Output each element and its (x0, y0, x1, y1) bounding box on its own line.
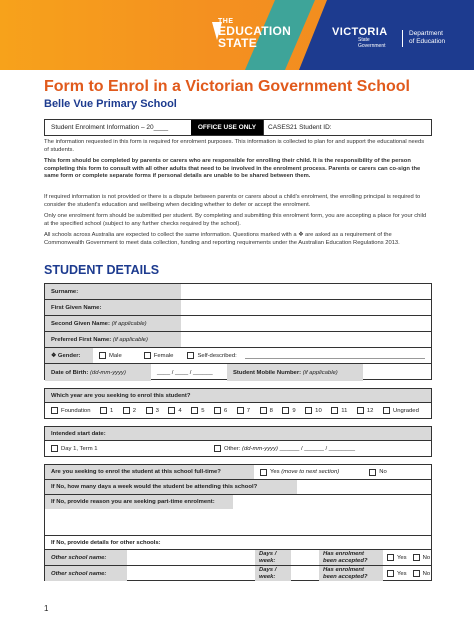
dob-label-cell (45, 364, 151, 381)
year-4-checkbox[interactable] (168, 407, 175, 414)
surname-label: Surname: (45, 284, 181, 299)
gender-male-label: Male (109, 352, 122, 359)
accepted-no-checkbox-1[interactable] (413, 554, 420, 561)
second-given-input[interactable] (181, 316, 431, 331)
gender-female-checkbox[interactable] (144, 352, 151, 359)
days-week-label-2-a: Days / (259, 567, 277, 574)
second-given-label-cell (45, 316, 181, 331)
mobile-label-cell (227, 364, 363, 381)
accepted-options-2 (383, 570, 430, 577)
accepted-label-2 (319, 566, 383, 581)
enrolment-info-bar (44, 119, 432, 136)
days-week-label-1-a: Days / (259, 551, 277, 558)
start-date-row (45, 427, 431, 441)
accepted-options-1 (383, 554, 430, 561)
intro-paragraph-5: All schools across Australia are expected to collect the same information. Questions marked with a ❖ are asked as a requirement of the Commonwealth Government to meet data collection, funding and reporting requirements under the Australian Education Regulations 2013. (44, 232, 400, 246)
accepted-yes-option-1[interactable] (387, 554, 407, 561)
year-question: Which year are you seeking to enrol this student? (51, 392, 191, 399)
dob-row (45, 364, 431, 381)
year-option-foundation[interactable] (51, 407, 90, 414)
department-label (402, 30, 445, 47)
year-7-label: 7 (246, 407, 251, 414)
gender-female-label: Female (153, 352, 174, 359)
other-school-name-input-2[interactable] (127, 566, 255, 581)
first-given-row (45, 300, 431, 316)
gender-self-option[interactable] (187, 352, 236, 359)
start-date-label: Intended start date: (51, 430, 106, 437)
part-time-reason-question: If No, provide reason you are seeking part-time enrolment: (45, 495, 233, 509)
start-day1-checkbox[interactable] (51, 445, 58, 452)
year-8-label: 8 (269, 407, 273, 414)
year-option-9[interactable] (282, 407, 295, 414)
edu-logo-line-2: EDUCATION (218, 24, 292, 38)
accepted-yes-label-1: Yes (397, 554, 407, 561)
year-1-checkbox[interactable] (100, 407, 107, 414)
year-11-checkbox[interactable] (331, 407, 338, 414)
year-option-7[interactable] (237, 407, 250, 414)
year-option-10[interactable] (305, 407, 322, 414)
gender-self-label: Self-described: (197, 352, 237, 359)
mobile-note: (if applicable) (302, 369, 338, 376)
year-1-label: 1 (110, 407, 114, 414)
year-option-12[interactable] (357, 407, 374, 414)
start-other-label: Other: (224, 445, 241, 452)
days-week-label-2-b: week: (259, 573, 276, 580)
accepted-no-label-2: No (422, 570, 431, 577)
gender-label: ❖ Gender: (45, 348, 93, 363)
year-2-label: 2 (132, 407, 137, 414)
mobile-label: Student Mobile Number: (233, 369, 302, 376)
year-2-checkbox[interactable] (123, 407, 130, 414)
first-given-label: First Given Name: (45, 300, 181, 315)
year-6-checkbox[interactable] (214, 407, 221, 414)
accepted-label-1-a: Has enrolment (323, 551, 364, 558)
victoria-logo-sub-2: Government (358, 42, 386, 49)
preferred-label: Preferred First Name: (51, 336, 112, 343)
year-option-2[interactable] (123, 407, 136, 414)
preferred-row (45, 332, 431, 348)
gender-male-option[interactable] (99, 352, 122, 359)
year-7-checkbox[interactable] (237, 407, 244, 414)
gender-row (45, 348, 431, 364)
other-schools-header: If No, provide details for other schools: (51, 539, 161, 546)
page-header (0, 0, 474, 70)
form-title: Form to Enrol in a Victorian Government School (44, 78, 410, 95)
full-time-yes-label: Yes (270, 469, 280, 475)
full-time-row (45, 465, 431, 480)
other-school-name-input-1[interactable] (127, 550, 255, 565)
accepted-label-2-a: Has enrolment (323, 567, 364, 574)
year-ungraded-label: Ungraded (392, 407, 419, 414)
full-time-box (44, 464, 432, 538)
edu-logo-line-1: THE (218, 18, 234, 25)
gender-self-checkbox[interactable] (187, 352, 194, 359)
victoria-logo-text: VICTORIA (332, 26, 388, 38)
year-option-11[interactable] (331, 407, 347, 414)
year-foundation-checkbox[interactable] (51, 407, 58, 414)
start-date-options (45, 441, 431, 456)
dob-input[interactable]: ____ / ____ / ______ (157, 369, 213, 376)
department-line-2: of Education (409, 38, 446, 46)
education-state-logo (218, 18, 291, 49)
days-week-input-2[interactable] (291, 566, 319, 581)
page-number: 1 (44, 604, 49, 613)
year-question-row (45, 389, 431, 403)
year-option-6[interactable] (214, 407, 227, 414)
second-given-row (45, 316, 431, 332)
year-option-4[interactable] (168, 407, 181, 414)
start-day1-option[interactable] (51, 445, 206, 452)
days-week-label-1-b: week: (259, 557, 276, 564)
accepted-label-2-b: been accepted? (323, 573, 368, 580)
accepted-label-1-b: been accepted? (323, 557, 368, 564)
preferred-input[interactable] (181, 332, 431, 347)
accepted-no-option-2[interactable] (413, 570, 431, 577)
cases21-student-id-field[interactable]: CASES21 Student ID: (263, 120, 431, 135)
gender-options (93, 352, 425, 359)
year-9-label: 9 (292, 407, 296, 414)
part-time-reason-input[interactable] (45, 509, 431, 537)
dob-label: Date of Birth: (51, 369, 89, 376)
days-week-label-1 (255, 550, 291, 565)
year-option-3[interactable] (146, 407, 159, 414)
department-line-1: Department (409, 30, 443, 37)
start-other-note: (dd-mm-yyyy) (242, 445, 279, 452)
other-school-row-1 (45, 550, 431, 566)
full-time-question: Are you seeking to enrol the student at this school full-time? (45, 465, 254, 479)
full-time-yes-checkbox[interactable] (260, 469, 267, 476)
accepted-yes-checkbox-2[interactable] (387, 570, 394, 577)
year-10-checkbox[interactable] (305, 407, 312, 414)
days-per-week-question: If No, how many days a week would the student be attending this school? (45, 480, 297, 494)
days-per-week-row (45, 480, 431, 495)
other-school-row-2 (45, 566, 431, 581)
edu-logo-line-3: STATE (218, 36, 258, 50)
year-level-box (44, 388, 432, 419)
start-day1-label: Day 1, Term 1 (61, 445, 98, 452)
days-week-label-2 (255, 566, 291, 581)
year-option-8[interactable] (260, 407, 273, 414)
start-other-checkbox[interactable] (214, 445, 221, 452)
intro-paragraph-1: The information requested in this form is required for enrolment purposes. This information is collected to plan for and support the educational needs of students. (44, 139, 425, 153)
other-schools-box (44, 535, 432, 581)
full-time-options (254, 469, 395, 476)
intro-paragraph-3: If required information is not provided or there is a dispute between parents or carers about a child's enrolment, the enrolling principal is required to consider the student's education and wellbeing when deciding whether to defer or accept the enrolment. (44, 194, 421, 208)
office-use-only-label: OFFICE USE ONLY (191, 120, 263, 135)
second-given-label: Second Given Name: (51, 320, 110, 327)
accepted-no-option-1[interactable] (413, 554, 431, 561)
start-other-input[interactable]: ______ / ______ / ________ (279, 445, 355, 452)
second-given-note: (if applicable) (111, 320, 147, 327)
accepted-label-1 (319, 550, 383, 565)
year-6-label: 6 (223, 407, 228, 414)
gender-female-option[interactable] (144, 352, 174, 359)
surname-row (45, 284, 431, 300)
dob-note: (dd-mm-yyyy) (89, 369, 126, 376)
victoria-logo-sub-1: State (358, 37, 370, 43)
full-time-no-label: No (379, 469, 387, 475)
days-per-week-input[interactable] (297, 480, 431, 494)
days-week-input-1[interactable] (291, 550, 319, 565)
gender-male-checkbox[interactable] (99, 352, 106, 359)
year-3-label: 3 (155, 407, 159, 414)
year-12-label: 12 (366, 407, 374, 414)
accepted-no-checkbox-2[interactable] (413, 570, 420, 577)
year-option-ungraded[interactable] (383, 407, 419, 414)
year-option-1[interactable] (100, 407, 113, 414)
student-details-box (44, 283, 432, 380)
full-time-yes-note: (move to next section) (281, 469, 340, 475)
accepted-yes-checkbox-1[interactable] (387, 554, 394, 561)
school-name: Belle Vue Primary School (44, 98, 177, 110)
year-3-checkbox[interactable] (146, 407, 153, 414)
full-time-no-option[interactable] (369, 469, 387, 476)
year-option-5[interactable] (191, 407, 204, 414)
full-time-yes-option[interactable] (260, 469, 339, 476)
intro-paragraph-2: This form should be completed by parents or carers who are responsible for enrolling their child. It is the responsibility of the person completing this form to consult with all other adults that need to be involved in the enrolment process. Parents or carers can co-sign the same form or complete separate forms if personal details are unable to be shared between them. (44, 158, 421, 180)
year-5-label: 5 (201, 407, 205, 414)
other-schools-header-row (45, 536, 431, 550)
year-5-checkbox[interactable] (191, 407, 198, 414)
student-enrolment-info-field[interactable]: Student Enrolment Information – 20____ (51, 124, 169, 131)
start-date-box (44, 426, 432, 457)
accepted-no-label-1: No (422, 554, 431, 561)
preferred-label-cell (45, 332, 181, 347)
accepted-yes-label-2: Yes (397, 570, 407, 577)
accepted-yes-option-2[interactable] (387, 570, 407, 577)
surname-input[interactable] (181, 284, 431, 299)
victoria-logo (332, 26, 388, 49)
year-12-checkbox[interactable] (357, 407, 364, 414)
intro-paragraph-4: Only one enrolment form should be submitted per student. By completing and submitting this enrolment form, you are accepting a place for your child at the specified school (subject to any further checks required by the school). (44, 213, 427, 227)
year-10-label: 10 (315, 407, 322, 414)
gender-self-line[interactable] (245, 352, 425, 359)
student-details-heading: STUDENT DETAILS (44, 263, 160, 277)
part-time-reason-row (45, 495, 431, 509)
year-foundation-label: Foundation (61, 407, 91, 414)
year-9-checkbox[interactable] (282, 407, 289, 414)
other-school-name-label-1: Other school name: (45, 550, 127, 565)
first-given-input[interactable] (181, 300, 431, 315)
mobile-input[interactable] (363, 364, 431, 381)
year-4-label: 4 (178, 407, 182, 414)
preferred-note: (if applicable) (112, 336, 148, 343)
year-8-checkbox[interactable] (260, 407, 267, 414)
full-time-no-checkbox[interactable] (369, 469, 376, 476)
year-options (45, 403, 431, 418)
start-other-option[interactable] (214, 445, 355, 452)
year-11-label: 11 (341, 407, 348, 414)
other-school-name-label-2: Other school name: (45, 566, 127, 581)
year-ungraded-checkbox[interactable] (383, 407, 390, 414)
